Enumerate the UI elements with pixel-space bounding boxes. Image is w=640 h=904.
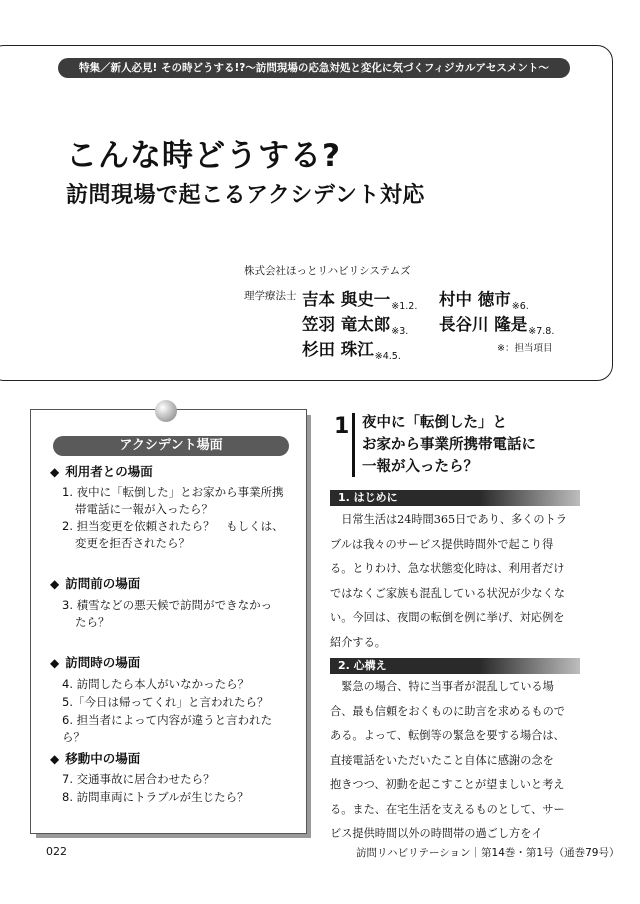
article-title: こんな時どうする? [66,138,341,174]
body-paragraph: 緊急の場合、特に当事者が混乱している場 合、最も信頼をおくものに助言を求めるもので ある。よって、転倒等の緊急を要する場合は、 直接電話をいただいたこと自体に感謝の念を 抱きつつ、初動を起こすことが望ましいと考え る。また、在宅生活を支えるものとして、サー ビス提供時間以外の時間帯の過ごし方をイ [330,680,565,840]
author-name: 杉田 珠江$^{※4.5.}$ [302,340,401,362]
pin-icon [155,400,177,422]
scene-item: 5.「今日は帰ってくれ」と言われたら？ [62,695,269,709]
subsection-heading: 2. 心構え [330,658,580,674]
scene-heading: ◆ 利用者との場面 [50,462,290,480]
diamond-icon: ◆ [50,752,60,766]
body-paragraph: 日常生活は24時間365日であり、多くのトラ ブルは我々のサービス提供時間外で起こり得 る。とりわけ、急な状態変化時は、利用者だけ ではなくご家族も混乱している状況が少なくな い。今回は、夜間の転倒を例に挙げ、対応例を 紹介する。 [330,513,567,649]
article-subtitle: 訪問現場で起こるアクシデント対応 [66,183,425,208]
scene-item: 1. 夜中に「転倒した」とお家から事業所携 帯電話に一報が入ったら？ [62,485,284,516]
scene-item: 4. 訪問したら本人がいなかったら？ [62,677,250,691]
author-name: 吉本 與史一$^{※1.2.}$ [302,290,418,312]
scene-heading: ◆ 訪問前の場面 [50,574,290,592]
scene-item: 7. 交通事故に居合わせたら？ [62,772,215,786]
subsection-heading: 1. はじめに [330,490,580,506]
author-name: 村中 徳市$^{※6.}$ [439,290,529,312]
section-number: 1 [334,414,350,439]
author-role: 理学療法士 [244,290,297,302]
author-name: 笠羽 竜太郎$^{※3.}$ [302,315,409,337]
scene-heading: ◆ 移動中の場面 [50,749,290,767]
scene-heading: ◆ 訪問時の場面 [50,653,290,671]
scene-item: 6. 担当者によって内容が違うと言われたら？ [62,713,273,744]
scene-item: 8. 訪問車両にトラブルが生じたら？ [62,790,249,804]
scene-item: 3. 積雪などの悪天候で訪問ができなかっ たら？ [62,598,273,629]
section-title: 夜中に「転倒した」と お家から事業所携帯電話に 一報が入ったら？ [362,415,536,475]
footnote: ※：担当項目 [497,343,553,354]
page-number: 022 [46,845,67,858]
series-banner: 特集／新人必見! その時どうする!?〜訪問現場の応急対処と変化に気づくフィジカルアセスメント〜 [58,58,570,78]
company-name: 株式会社ほっとリハビリシステムズ [244,265,411,277]
section-rule [352,413,355,477]
scene-item: 2. 担当変更を依頼されたら？ もしくは、 変更を拒否されたら？ [62,519,284,550]
author-name: 長谷川 隆是$^{※7.8.}$ [439,315,555,337]
diamond-icon: ◆ [50,577,60,591]
sidebar-title: アクシデント場面 [53,436,289,456]
journal-info: 訪問リハビリテーション｜第14巻・第1号（通巻79号） [356,847,620,859]
diamond-icon: ◆ [50,465,60,479]
diamond-icon: ◆ [50,656,60,670]
